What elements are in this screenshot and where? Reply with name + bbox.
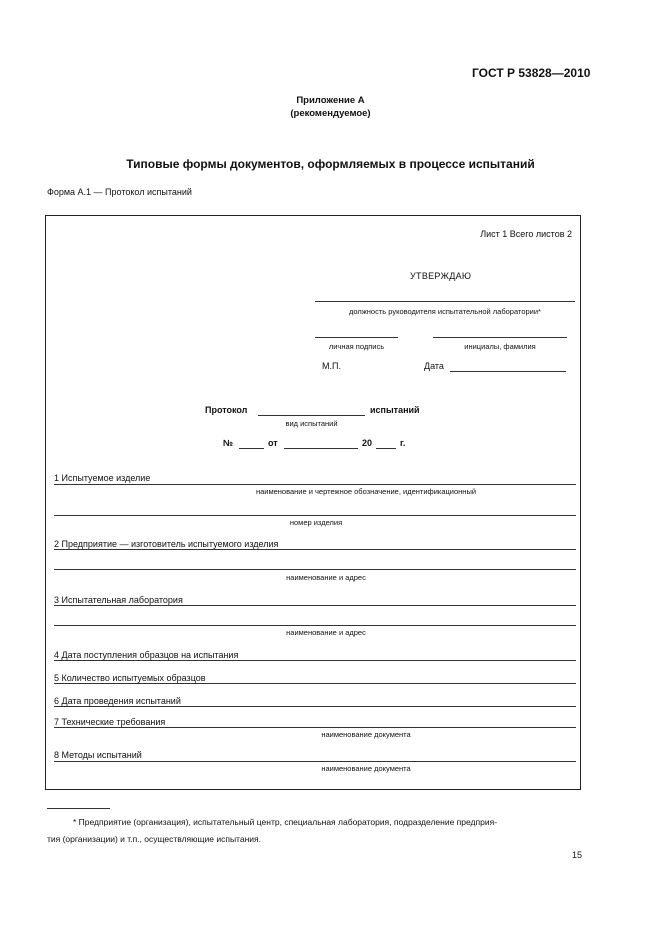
item1-caption: наименование и чертежное обозначение, идентификационный (255, 487, 477, 496)
item5-line (54, 683, 576, 684)
approve-label: УТВЕРЖДАЮ (410, 271, 472, 281)
item2-caption: наименование и адрес (286, 573, 366, 582)
item4-line (54, 660, 576, 661)
item1-caption2: номер изделия (289, 518, 343, 527)
date-line (450, 371, 566, 372)
footnote-line1: * Предприятие (организация), испытательный центр, специальная лаборатория, подразделение предприя- (73, 817, 498, 827)
item3-label: 3 Испытательная лаборатория (54, 595, 183, 605)
stamp-label: М.П. (322, 361, 341, 371)
item1-line2 (54, 515, 576, 516)
test-kind-line (258, 415, 365, 416)
main-title: Типовые формы документов, оформляемых в процессе испытаний (126, 157, 535, 171)
position-line (315, 301, 575, 302)
from-label: от (268, 438, 278, 448)
item1-line (54, 484, 576, 485)
item8-caption: наименование документа (321, 764, 411, 773)
year-line (376, 448, 396, 449)
day-month-line (284, 448, 358, 449)
protocol-form (45, 215, 581, 790)
initials-line (433, 337, 567, 338)
initials-caption: инициалы, фамилия (464, 342, 536, 351)
position-caption: должность руководителя испытательной лаборатории* (349, 307, 541, 316)
item8-line (54, 761, 576, 762)
item3-caption: наименование и адрес (286, 628, 366, 637)
form-caption: Форма А.1 — Протокол испытаний (47, 187, 192, 197)
footnote-separator (47, 808, 110, 809)
item2-label: 2 Предприятие — изготовитель испытуемого изделия (54, 539, 279, 549)
protocol-label: Протокол (205, 405, 248, 415)
item3-line2 (54, 625, 576, 626)
item5-label: 5 Количество испытуемых образцов (54, 673, 206, 683)
year-suffix: г. (400, 438, 406, 448)
footnote-line2: тия (организации) и т.п., осуществляющие испытания. (47, 834, 261, 844)
item7-line (54, 727, 576, 728)
page-number: 15 (572, 850, 583, 860)
item7-label: 7 Технические требования (54, 717, 166, 727)
item2-line (54, 549, 576, 550)
tests-label: испытаний (370, 405, 420, 415)
item8-label: 8 Методы испытаний (54, 750, 142, 760)
item7-caption: наименование документа (321, 730, 411, 739)
sheet-count: Лист 1 Всего листов 2 (480, 229, 572, 239)
appendix-subtitle: (рекомендуемое) (290, 108, 371, 119)
year-label: 20 (362, 438, 373, 448)
item3-line (54, 605, 576, 606)
signature-caption: личная подпись (328, 342, 385, 351)
test-kind-caption: вид испытаний (285, 419, 338, 428)
signature-line (315, 337, 398, 338)
standard-number: ГОСТ Р 53828—2010 (472, 66, 591, 80)
date-label: Дата (424, 361, 444, 371)
item4-label: 4 Дата поступления образцов на испытания (54, 650, 239, 660)
appendix-title: Приложение А (296, 95, 365, 106)
number-line (239, 448, 264, 449)
item6-line (54, 706, 576, 707)
number-label: № (223, 438, 234, 448)
item1-label: 1 Испытуемое изделие (54, 473, 151, 483)
item2-line2 (54, 569, 576, 570)
item6-label: 6 Дата проведения испытаний (54, 696, 181, 706)
